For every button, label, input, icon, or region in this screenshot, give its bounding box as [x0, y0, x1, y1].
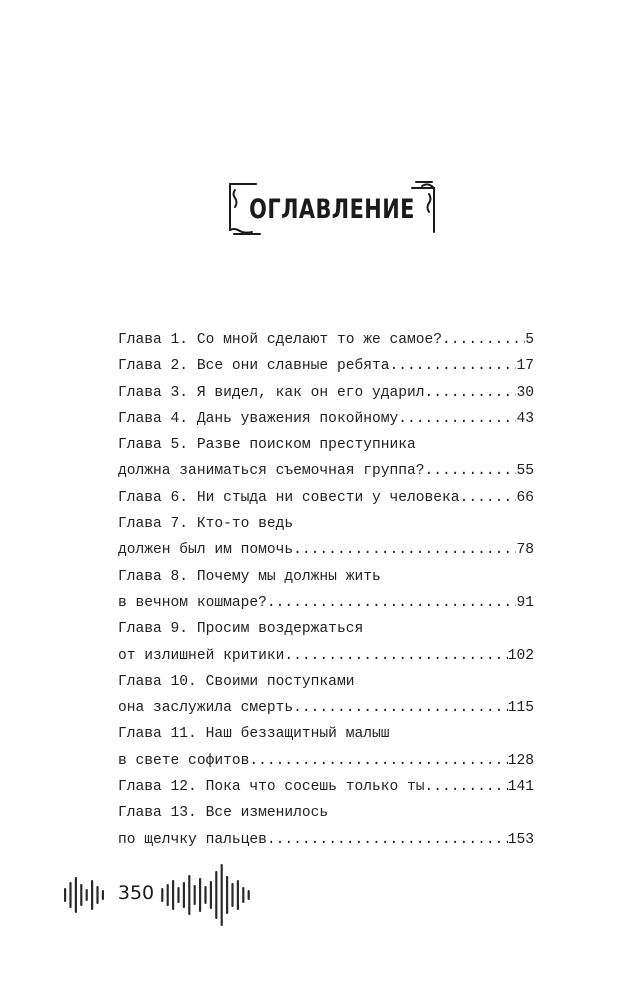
wave-bar [102, 890, 104, 900]
table-of-contents [118, 327, 534, 853]
dot-leader [425, 774, 508, 800]
toc-heading-block [226, 180, 438, 238]
dot-leader [267, 827, 508, 853]
toc-entry-page: 55 [516, 463, 534, 480]
dot-leader [390, 353, 517, 379]
toc-entry-page: 153 [507, 831, 534, 848]
toc-entry-title: Глава 11. Наш беззащитный малыш [118, 726, 390, 743]
wave-bar [86, 889, 88, 901]
toc-entry [118, 827, 534, 853]
page-footer [62, 862, 302, 928]
page-title: ОГЛАВЛЕНИЕ [249, 193, 415, 225]
toc-entry [118, 458, 534, 484]
sound-wave-icon [62, 862, 302, 928]
wave-bar [210, 881, 212, 909]
wave-bar [248, 890, 250, 900]
wave-bar [199, 878, 201, 912]
toc-entry-page: 102 [507, 647, 534, 664]
dot-leader [293, 537, 516, 563]
toc-entry-title: Глава 3. Я видел, как он его ударил [118, 384, 425, 401]
toc-entry [118, 669, 534, 695]
toc-entry-title: в свете софитов [118, 752, 250, 769]
toc-entry-title: Глава 4. Дань уважения покойному [118, 410, 399, 427]
wave-bar [242, 887, 244, 903]
toc-entry-title: Глава 13. Все изменилось [118, 805, 329, 822]
wave-bar [167, 884, 169, 906]
toc-entry [118, 590, 534, 616]
toc-entry-page: 78 [516, 542, 534, 559]
dot-leader [425, 458, 517, 484]
toc-entry-page: 91 [516, 594, 534, 611]
toc-entry-page: 141 [507, 779, 534, 796]
toc-entry-title: должен был им помочь [118, 542, 294, 559]
wave-bar [69, 882, 71, 908]
toc-entry-title: от излишней критики [118, 647, 285, 664]
toc-entry-title: она заслужила смерть [118, 700, 294, 717]
toc-entry [118, 406, 534, 432]
toc-entry-title: Глава 9. Просим воздержаться [118, 621, 364, 638]
toc-entry-page: 128 [507, 752, 534, 769]
wave-bar [161, 888, 163, 902]
wave-bar [204, 886, 206, 904]
toc-entry [118, 695, 534, 721]
toc-entry [118, 380, 534, 406]
toc-entry [118, 537, 534, 563]
toc-entry-page: 30 [516, 384, 534, 401]
toc-entry-title: Глава 1. Со мной сделают то же самое? [118, 332, 443, 348]
toc-entry-title: Глава 10. Своими поступками [118, 673, 355, 690]
toc-entry [118, 774, 534, 800]
wave-bar [237, 880, 239, 910]
toc-entry-title: Глава 8. Почему мы должны жить [118, 568, 381, 585]
toc-entry-page: 66 [516, 489, 534, 506]
toc-entry [118, 327, 534, 353]
toc-entry [118, 748, 534, 774]
toc-entry [118, 721, 534, 747]
wave-bar [172, 880, 174, 910]
toc-entry-title: Глава 12. Пока что сосешь только ты [118, 779, 425, 796]
toc-entry-page: 17 [516, 358, 534, 375]
toc-entry [118, 616, 534, 642]
toc-entry [118, 511, 534, 537]
dot-leader [293, 695, 508, 721]
wave-bar [96, 886, 98, 904]
wave-bar [75, 877, 77, 913]
wave-bar [221, 864, 223, 926]
toc-entry-title: должна заниматься съемочная группа? [118, 463, 425, 480]
toc-entry-title: по щелчку пальцев [118, 831, 267, 848]
wave-bar [188, 875, 190, 915]
wave-bar [194, 885, 196, 905]
toc-entry-title: Глава 7. Кто-то ведь [118, 516, 294, 533]
toc-entry-title: Глава 6. Ни стыда ни совести у человека [118, 489, 460, 506]
toc-entry-page: 43 [516, 410, 534, 427]
dot-leader [460, 485, 517, 511]
dot-leader [249, 748, 507, 774]
toc-entry-title: в вечном кошмаре? [118, 594, 267, 611]
toc-entry [118, 643, 534, 669]
wave-bar [177, 887, 179, 903]
dot-leader [284, 643, 507, 669]
page-number: 350 [114, 882, 158, 904]
toc-entry [118, 800, 534, 826]
wave-bar [215, 871, 217, 919]
dot-leader [442, 327, 525, 353]
toc-entry-title: Глава 5. Разве поиском преступника [118, 437, 416, 454]
wave-bar [231, 883, 233, 907]
dot-leader [398, 406, 516, 432]
toc-entry [118, 353, 534, 379]
toc-entry [118, 485, 534, 511]
wave-bar [80, 884, 82, 906]
wave-bar [64, 888, 66, 902]
wave-bar [226, 876, 228, 914]
wave-bar [183, 882, 185, 908]
toc-entry-page: 115 [507, 700, 534, 717]
toc-entry [118, 432, 534, 458]
wave-bar [91, 880, 93, 910]
toc-entry-title: Глава 2. Все они славные ребята [118, 358, 390, 375]
toc-entry-page: 5 [525, 332, 534, 348]
toc-entry [118, 564, 534, 590]
dot-leader [425, 380, 517, 406]
dot-leader [267, 590, 517, 616]
